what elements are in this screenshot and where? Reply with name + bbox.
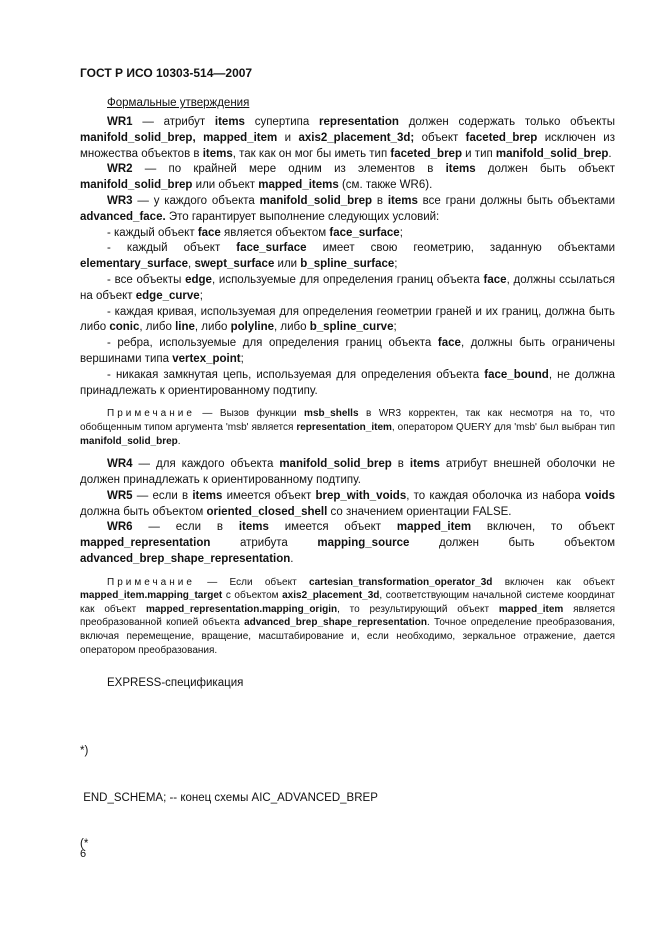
text-run: Это гарантирует выполнение следующих условий:	[165, 210, 440, 223]
text-run: ;	[393, 321, 397, 334]
term: elementary_surface	[80, 258, 189, 271]
term: mapped_representation	[80, 537, 211, 550]
text-run: — у каждого объекта	[132, 194, 260, 207]
text-run: должен быть объектом	[409, 537, 615, 550]
text-run: — если в	[132, 521, 239, 534]
term: advanced_brep_shape_representation	[244, 617, 427, 629]
text-run: - все объекты	[107, 273, 186, 286]
term: faceted_brep	[465, 131, 538, 144]
text-run: - каждый объект	[107, 226, 198, 239]
term: manifold_solid_brep	[80, 179, 193, 192]
term: cartesian_transformation_operator_3d	[309, 576, 493, 588]
term: face_surface	[236, 242, 307, 255]
text-run: (см. также WR6).	[338, 179, 433, 192]
rule-paragraph	[80, 115, 615, 162]
rule-paragraph	[80, 457, 615, 489]
page-content	[80, 95, 615, 884]
term: mapped_item	[396, 521, 472, 534]
text-run: . Точное определение преобразования, включая перемещение, вращение, масштабирование и, если необходимо, зеркальное отражение, дается оператором преобразования.	[80, 617, 615, 656]
text-run: с объектом	[222, 590, 283, 602]
document-header: ГОСТ Р ИСО 10303-514—2007	[80, 66, 253, 80]
term: polyline	[230, 321, 275, 334]
text-run: все грани должны быть объектами	[417, 194, 616, 207]
text-run: , то каждая оболочка из набора	[406, 489, 585, 502]
text-run: - каждая кривая, используемая для определения геометрии граней и их границ, должна быть либо	[80, 305, 615, 334]
text-run: имеется объект	[222, 489, 316, 502]
term: face	[483, 273, 507, 286]
term: face	[197, 226, 221, 239]
term: vertex_point	[172, 352, 241, 365]
text-run: - никакая замкнутая цепь, используемая для определения объекта	[107, 368, 485, 381]
text-run: .	[177, 435, 181, 447]
code-line: *)	[80, 745, 89, 758]
text-run: - ребра, используемые для определения границ объекта	[107, 337, 438, 350]
text-run: супертипа	[244, 116, 320, 128]
text-run: .	[608, 147, 612, 160]
term: oriented_closed_shell	[206, 505, 328, 518]
term: faceted_brep	[390, 147, 462, 160]
text-run: — по крайней мере одним из элементов в	[132, 163, 446, 176]
term: mapped_item.mapping_target	[80, 590, 223, 602]
text-run: или объект	[192, 179, 259, 192]
rule-paragraph	[80, 241, 615, 273]
term: WR1	[107, 116, 133, 128]
term: items	[202, 147, 233, 160]
term: manifold_solid_brep	[279, 458, 392, 471]
term: line	[175, 321, 195, 334]
rule-paragraph	[80, 336, 615, 368]
rule-paragraph	[80, 162, 615, 194]
rule-paragraph	[80, 368, 615, 400]
rule-paragraph	[80, 226, 615, 242]
term: manifold_solid_brep	[495, 147, 609, 160]
term: items	[192, 489, 223, 502]
text-run: включен как объект	[492, 576, 615, 588]
text-run: ;	[199, 289, 203, 302]
term: advanced_face.	[80, 210, 166, 223]
term: representation	[319, 116, 399, 128]
text-run: — Если объект	[194, 576, 310, 588]
text-run: - каждый объект	[107, 242, 237, 255]
text-run: ;	[240, 352, 244, 365]
text-run: должен содержать только объекты	[398, 116, 615, 128]
text-run: , оператором QUERY для 'msb' был выбран тип	[391, 421, 615, 433]
rule-paragraph	[80, 520, 615, 567]
text-run: — Вызов функции	[194, 408, 305, 420]
term: axis2_placement_3d	[282, 590, 380, 602]
text-run: , используемые для определения границ объекта	[211, 273, 484, 286]
note-paragraph	[80, 576, 615, 658]
text-run: является объектом	[220, 226, 330, 239]
term: mapped_representation.mapping_origin	[145, 603, 338, 615]
text-run: — атрибут	[132, 116, 215, 128]
express-heading: EXPRESS-спецификация	[107, 677, 244, 690]
term: face	[437, 337, 461, 350]
text-run: , либо	[274, 321, 310, 334]
term: swept_surface	[194, 258, 275, 271]
term: advanced_brep_shape_representation	[80, 552, 291, 565]
text-run: и	[277, 131, 299, 144]
text-run: объект	[414, 131, 466, 144]
text-run: , либо	[139, 321, 176, 334]
text-run: атрибут внешней оболочки не должен принадлежать к ориентированному подтипу.	[80, 458, 615, 486]
code-block	[80, 713, 615, 884]
term: manifold_solid_brep	[80, 435, 178, 447]
code-line: (*	[80, 838, 89, 851]
term: items	[238, 521, 269, 534]
term: manifold_solid_brep	[259, 194, 373, 207]
text-run: должен быть объект	[475, 163, 616, 176]
text-run: включен, то объект	[471, 521, 616, 534]
text-run: ,	[188, 258, 195, 271]
term: items	[445, 163, 476, 176]
code-line: END_SCHEMA; -- конец схемы AIC_ADVANCED_BREP	[80, 791, 378, 804]
term: WR5	[107, 489, 133, 502]
text-run: является преобразованной копией объекта	[80, 603, 615, 629]
term: mapping_source	[317, 537, 410, 550]
text-run: .	[290, 552, 294, 565]
term: edge	[185, 273, 212, 286]
text-run: в	[391, 458, 410, 471]
term: WR6	[107, 521, 133, 534]
term: mapped_item	[498, 603, 564, 615]
rule-paragraph	[80, 305, 615, 337]
text-run: , то результирующий объект	[337, 603, 499, 615]
text-run: исключен из множества объектов в	[80, 131, 615, 160]
rule-paragraph	[80, 273, 615, 305]
term: face_bound	[484, 368, 549, 381]
text-run: , не должна принадлежать к ориентированному подтипу.	[80, 368, 615, 397]
rule-paragraph	[80, 194, 615, 226]
text-run: , должны ссылаться на объект	[80, 273, 615, 302]
text-run: — для каждого объекта	[132, 458, 280, 471]
term: WR2	[107, 163, 133, 176]
note-paragraph	[80, 407, 615, 448]
term: axis2_placement_3d;	[298, 131, 415, 144]
term: b_spline_surface	[300, 258, 395, 271]
text-run: , либо	[194, 321, 231, 334]
text-run: ;	[394, 258, 398, 271]
term: edge_curve	[135, 289, 200, 302]
text-run: со значением ориентации FALSE.	[327, 505, 512, 518]
text-run: , должны быть ограничены вершинами типа	[80, 337, 615, 365]
term: representation_item	[296, 421, 392, 433]
page-number: 6	[80, 848, 87, 860]
term: mapped_items	[258, 179, 339, 192]
text-run: атрибута	[210, 537, 318, 550]
term: manifold_solid_brep, mapped_item	[80, 131, 278, 144]
text-run: имеет свою геометрию, заданную объектами	[306, 242, 615, 255]
note-label: Примечание	[107, 576, 195, 588]
term: WR3	[107, 194, 133, 207]
rules-list	[80, 115, 615, 657]
term: items	[387, 194, 418, 207]
term: items	[214, 116, 245, 128]
text-run: или	[274, 258, 301, 271]
text-run: , соответствующим начальной системе координат как объект	[80, 590, 615, 615]
term: face_surface	[329, 226, 400, 239]
term: conic	[109, 321, 140, 334]
term: voids	[584, 489, 615, 502]
term: brep_with_voids	[315, 489, 407, 502]
text-run: ;	[399, 226, 403, 239]
text-run: и тип	[461, 147, 496, 160]
text-run: в WR3 корректен, так как несмотря на то, что обобщенным типом аргумента 'msb' является	[80, 408, 615, 433]
term: msb_shells	[304, 408, 359, 420]
term: items	[409, 458, 440, 471]
rule-paragraph	[80, 489, 615, 521]
text-run: имеется объект	[268, 521, 397, 534]
term: b_spline_curve	[309, 321, 394, 334]
term: WR4	[107, 458, 133, 471]
text-run: должна быть объектом	[80, 505, 207, 518]
text-run: , так как он мог бы иметь тип	[232, 147, 391, 160]
text-run: — если в	[132, 489, 193, 502]
note-label: Примечание	[107, 408, 195, 420]
text-run: в	[372, 194, 388, 207]
section-heading: Формальные утверждения	[107, 97, 250, 109]
